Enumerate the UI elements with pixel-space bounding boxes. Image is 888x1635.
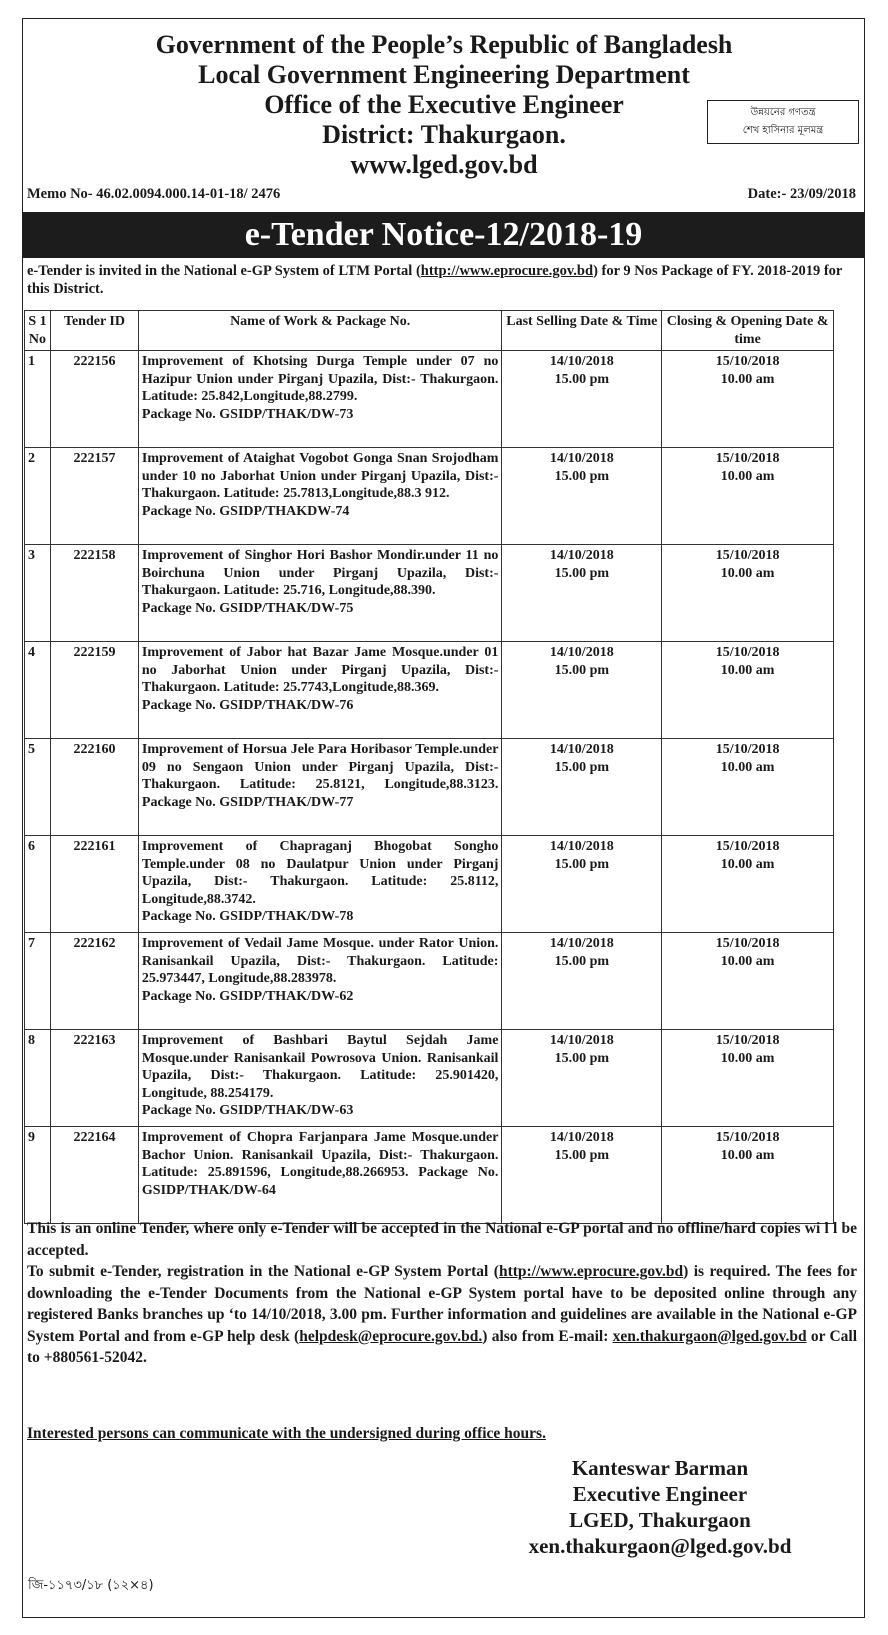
- cell-work: [138, 1030, 502, 1127]
- cell-sl: 8: [25, 1030, 51, 1127]
- notice-date: Date:- 23/09/2018: [747, 186, 856, 202]
- cell-sl: 2: [25, 448, 51, 545]
- closing-date: 15/10/2018: [715, 451, 780, 466]
- cell-selling: [502, 545, 662, 642]
- cell-work: [138, 448, 502, 545]
- selling-date: 14/10/2018: [549, 1130, 614, 1145]
- cell-tender-id: 222161: [50, 836, 138, 933]
- cell-tender-id: 222164: [50, 1127, 138, 1224]
- cell-closing: [662, 448, 834, 545]
- slogan-box: [707, 100, 859, 144]
- table-row: [25, 1030, 834, 1127]
- intro-post: ) for 9 Nos Package of FY. 2018-2019 for this District.: [27, 263, 843, 297]
- cell-work: [138, 351, 502, 448]
- table-row: [25, 448, 834, 545]
- closing-time: 10.00 am: [720, 565, 775, 581]
- selling-date: 14/10/2018: [549, 548, 614, 563]
- cell-sl: 4: [25, 642, 51, 739]
- table-row: [25, 836, 834, 933]
- closing-time: 10.00 am: [720, 759, 775, 775]
- package-no: Package No. GSIDP/THAK/DW-62: [141, 988, 354, 1004]
- cell-sl: 7: [25, 933, 51, 1030]
- closing-time: 10.00 am: [720, 856, 775, 872]
- table-row: [25, 739, 834, 836]
- instructions-paragraph: [27, 1218, 857, 1369]
- col-header-tender-id: Tender ID: [50, 311, 138, 351]
- cell-selling: [502, 642, 662, 739]
- selling-date: 14/10/2018: [549, 1033, 614, 1048]
- col-header-selling-date: Last Selling Date & Time: [502, 311, 662, 351]
- cell-selling: [502, 448, 662, 545]
- cell-work: [138, 1127, 502, 1224]
- selling-time: 15.00 pm: [554, 759, 610, 775]
- cell-work: [138, 545, 502, 642]
- submit-text-b: ) is required. The fees for downloading the e-Tender Documents from the National e-GP System portal have to be deposited online through any registered Banks branches up ‘to 14/10/2018, 3.00 pm. Further information and guidelines are available in the National e-GP System Portal and from e-GP help desk (: [27, 1263, 857, 1345]
- tender-table: [24, 310, 834, 1224]
- table-header-row: [25, 311, 834, 351]
- selling-time: 15.00 pm: [554, 371, 610, 387]
- package-no: Package No. GSIDP/THAK/DW-75: [141, 600, 354, 616]
- closing-date: 15/10/2018: [715, 548, 780, 563]
- signatory-title: Executive Engineer: [572, 1482, 748, 1506]
- cell-closing: [662, 351, 834, 448]
- cell-work: [138, 836, 502, 933]
- closing-date: 15/10/2018: [715, 645, 780, 660]
- package-no: Package No. GSIDP/THAKDW-74: [141, 503, 350, 519]
- selling-time: 15.00 pm: [554, 953, 610, 969]
- eprocure-link-2[interactable]: http://www.eprocure.gov.bd: [498, 1263, 684, 1280]
- table-row: [25, 545, 834, 642]
- cell-tender-id: 222160: [50, 739, 138, 836]
- cell-closing: [662, 739, 834, 836]
- submit-text-c: ) also from E-mail:: [482, 1327, 613, 1345]
- closing-date: 15/10/2018: [715, 839, 780, 854]
- selling-date: 14/10/2018: [549, 936, 614, 951]
- work-description: Improvement of Bashbari Baytul Sejdah Jame Mosque.under Ranisankail Powrosova Union. Ranisankail Upazila, Dist:- Thakurgaon. Latitude: 25.901420, Longitude, 88.254179.: [141, 1033, 499, 1101]
- cell-selling: [502, 351, 662, 448]
- closing-date: 15/10/2018: [715, 742, 780, 757]
- selling-date: 14/10/2018: [549, 645, 614, 660]
- closing-time: 10.00 am: [720, 662, 775, 678]
- cell-tender-id: 222157: [50, 448, 138, 545]
- signatory-name: Kanteswar Barman: [571, 1456, 749, 1480]
- cell-selling: [502, 933, 662, 1030]
- slogan-line-1: উন্নয়নের গণতন্ত্র: [750, 107, 816, 118]
- submit-text-a: To submit e-Tender, registration in the National e-GP System Portal (: [27, 1263, 499, 1280]
- cell-work: [138, 739, 502, 836]
- work-description: Improvement of Singhor Hori Bashor Mondir.under 11 no Boirchuna Union under Pirganj Upazila, Dist:- Thakurgaon. Latitude: 25.716, Longitude,88.390.: [141, 548, 499, 598]
- cell-closing: [662, 545, 834, 642]
- table-row: [25, 351, 834, 448]
- cell-sl: 6: [25, 836, 51, 933]
- intro-text: [27, 262, 857, 298]
- helpdesk-email-link[interactable]: helpdesk@eprocure.gov.bd.: [299, 1327, 483, 1345]
- online-tender-note: This is an online Tender, where only e-Tender will be accepted in the National e-GP portal and no offline/hard copies wi l l be accepted.: [27, 1220, 857, 1259]
- col-header-closing-date: Closing & Opening Date & time: [662, 311, 834, 351]
- cell-sl: 9: [25, 1127, 51, 1224]
- closing-date: 15/10/2018: [715, 1130, 780, 1145]
- cell-closing: [662, 836, 834, 933]
- notice-title-banner: e-Tender Notice-12/2018-19: [22, 212, 865, 258]
- cell-selling: [502, 739, 662, 836]
- cell-closing: [662, 1127, 834, 1224]
- cell-work: [138, 642, 502, 739]
- package-no: Package No. GSIDP/THAK/DW-73: [141, 406, 354, 422]
- intro-pre: e-Tender is invited in the National e-GP System of LTM Portal (: [27, 263, 421, 279]
- cell-tender-id: 222156: [50, 351, 138, 448]
- submit-text-d: or Call to +880561-52042.: [27, 1327, 858, 1366]
- signatory-office: LGED, Thakurgaon: [569, 1508, 751, 1532]
- work-description: Improvement of Ataighat Vogobot Gonga Snan Srojodham under 10 no Jaborhat Union under Pirganj Upazila, Dist:- Thakurgaon. Latitude: 25.7813,Longitude,88.3 912.: [141, 451, 499, 501]
- closing-time: 10.00 am: [720, 1050, 775, 1066]
- cell-tender-id: 222162: [50, 933, 138, 1030]
- table-row: [25, 1127, 834, 1224]
- cell-work: [138, 933, 502, 1030]
- selling-date: 14/10/2018: [549, 451, 614, 466]
- signatory-email[interactable]: xen.thakurgaon@lged.gov.bd: [528, 1534, 792, 1558]
- closing-time: 10.00 am: [720, 468, 775, 484]
- closing-time: 10.00 am: [720, 953, 775, 969]
- selling-date: 14/10/2018: [549, 354, 614, 369]
- work-description: Improvement of Jabor hat Bazar Jame Mosque.under 01 no Jaborhat Union under Pirganj Upazila, Dist:- Thakurgaon. Latitude: 25.7743,Longitude,88.369.: [141, 645, 499, 695]
- cell-selling: [502, 836, 662, 933]
- selling-time: 15.00 pm: [554, 662, 610, 678]
- cell-tender-id: 222159: [50, 642, 138, 739]
- signature-block: [480, 1455, 840, 1559]
- cell-closing: [662, 642, 834, 739]
- work-description: Improvement of Chapraganj Bhogobat Songho Temple.under 08 no Daulatpur Union under Pirganj Upazila, Dist:- Thakurgaon. Latitude: 25.8112, Longitude,88.3742.: [141, 839, 499, 907]
- package-no: Package No. GSIDP/THAK/DW-78: [141, 909, 354, 924]
- selling-date: 14/10/2018: [549, 839, 614, 854]
- selling-time: 15.00 pm: [554, 1147, 610, 1163]
- table-row: [25, 933, 834, 1030]
- xen-email-link[interactable]: xen.thakurgaon@lged.gov.bd: [612, 1327, 807, 1345]
- cell-tender-id: 222163: [50, 1030, 138, 1127]
- selling-time: 15.00 pm: [554, 468, 610, 484]
- header-line-4: District: Thakurgaon.: [322, 120, 566, 149]
- cell-sl: 1: [25, 351, 51, 448]
- closing-time: 10.00 am: [720, 1147, 775, 1163]
- work-description: Improvement of Horsua Jele Para Horibasor Temple.under 09 no Sengaon Union under Pirganj Upazila, Dist:- Thakurgaon. Latitude: 25.8121, Longitude,88.3123. Package No. GSIDP/THAK/DW-77: [141, 742, 499, 810]
- header-line-2: Local Government Engineering Department: [198, 60, 690, 89]
- selling-time: 15.00 pm: [554, 1050, 610, 1066]
- package-no: Package No. GSIDP/THAK/DW-76: [141, 697, 354, 713]
- cell-closing: [662, 933, 834, 1030]
- work-description: Improvement of Vedail Jame Mosque. under Rator Union. Ranisankail Upazila, Dist:- Thakurgaon. Latitude: 25.973447, Longitude,88.283978.: [141, 936, 499, 986]
- cell-sl: 3: [25, 545, 51, 642]
- cell-selling: [502, 1127, 662, 1224]
- selling-time: 15.00 pm: [554, 565, 610, 581]
- cell-selling: [502, 1030, 662, 1127]
- closing-date: 15/10/2018: [715, 354, 780, 369]
- selling-date: 14/10/2018: [549, 742, 614, 757]
- print-code: জি-১১৭৩/১৮ (১২×৪): [28, 1578, 154, 1593]
- work-description: Improvement of Khotsing Durga Temple under 07 no Hazipur Union under Pirganj Upazila, Dist:- Thakurgaon. Latitude: 25.842,Longitude,88.2799.: [141, 354, 499, 404]
- header-website: www.lged.gov.bd: [350, 150, 538, 179]
- slogan-line-2: শেখ হাসিনার মূলমন্ত্র: [742, 125, 824, 136]
- table-row: [25, 642, 834, 739]
- header-line-3: Office of the Executive Engineer: [264, 90, 624, 119]
- package-no: Package No. GSIDP/THAK/DW-63: [141, 1103, 354, 1118]
- closing-date: 15/10/2018: [715, 1033, 780, 1048]
- cell-sl: 5: [25, 739, 51, 836]
- col-header-sl: S 1 No: [25, 311, 51, 351]
- memo-number: Memo No- 46.02.0094.000.14-01-18/ 2476: [27, 186, 281, 202]
- closing-time: 10.00 am: [720, 371, 775, 387]
- contact-note: Interested persons can communicate with the undersigned during office hours.: [27, 1425, 546, 1442]
- selling-time: 15.00 pm: [554, 856, 610, 872]
- work-description: Improvement of Chopra Farjanpara Jame Mosque.under Bachor Union. Ranisankail Upazila, Dist:- Thakurgaon. Latitude: 25.891596, Longitude,88.266953. Package No. GSIDP/THAK/DW-64: [141, 1130, 499, 1198]
- eprocure-link[interactable]: http://www.eprocure.gov.bd: [420, 263, 594, 279]
- col-header-work: Name of Work & Package No.: [138, 311, 502, 351]
- header-line-1: Government of the People’s Republic of Bangladesh: [155, 30, 733, 59]
- closing-date: 15/10/2018: [715, 936, 780, 951]
- cell-closing: [662, 1030, 834, 1127]
- cell-tender-id: 222158: [50, 545, 138, 642]
